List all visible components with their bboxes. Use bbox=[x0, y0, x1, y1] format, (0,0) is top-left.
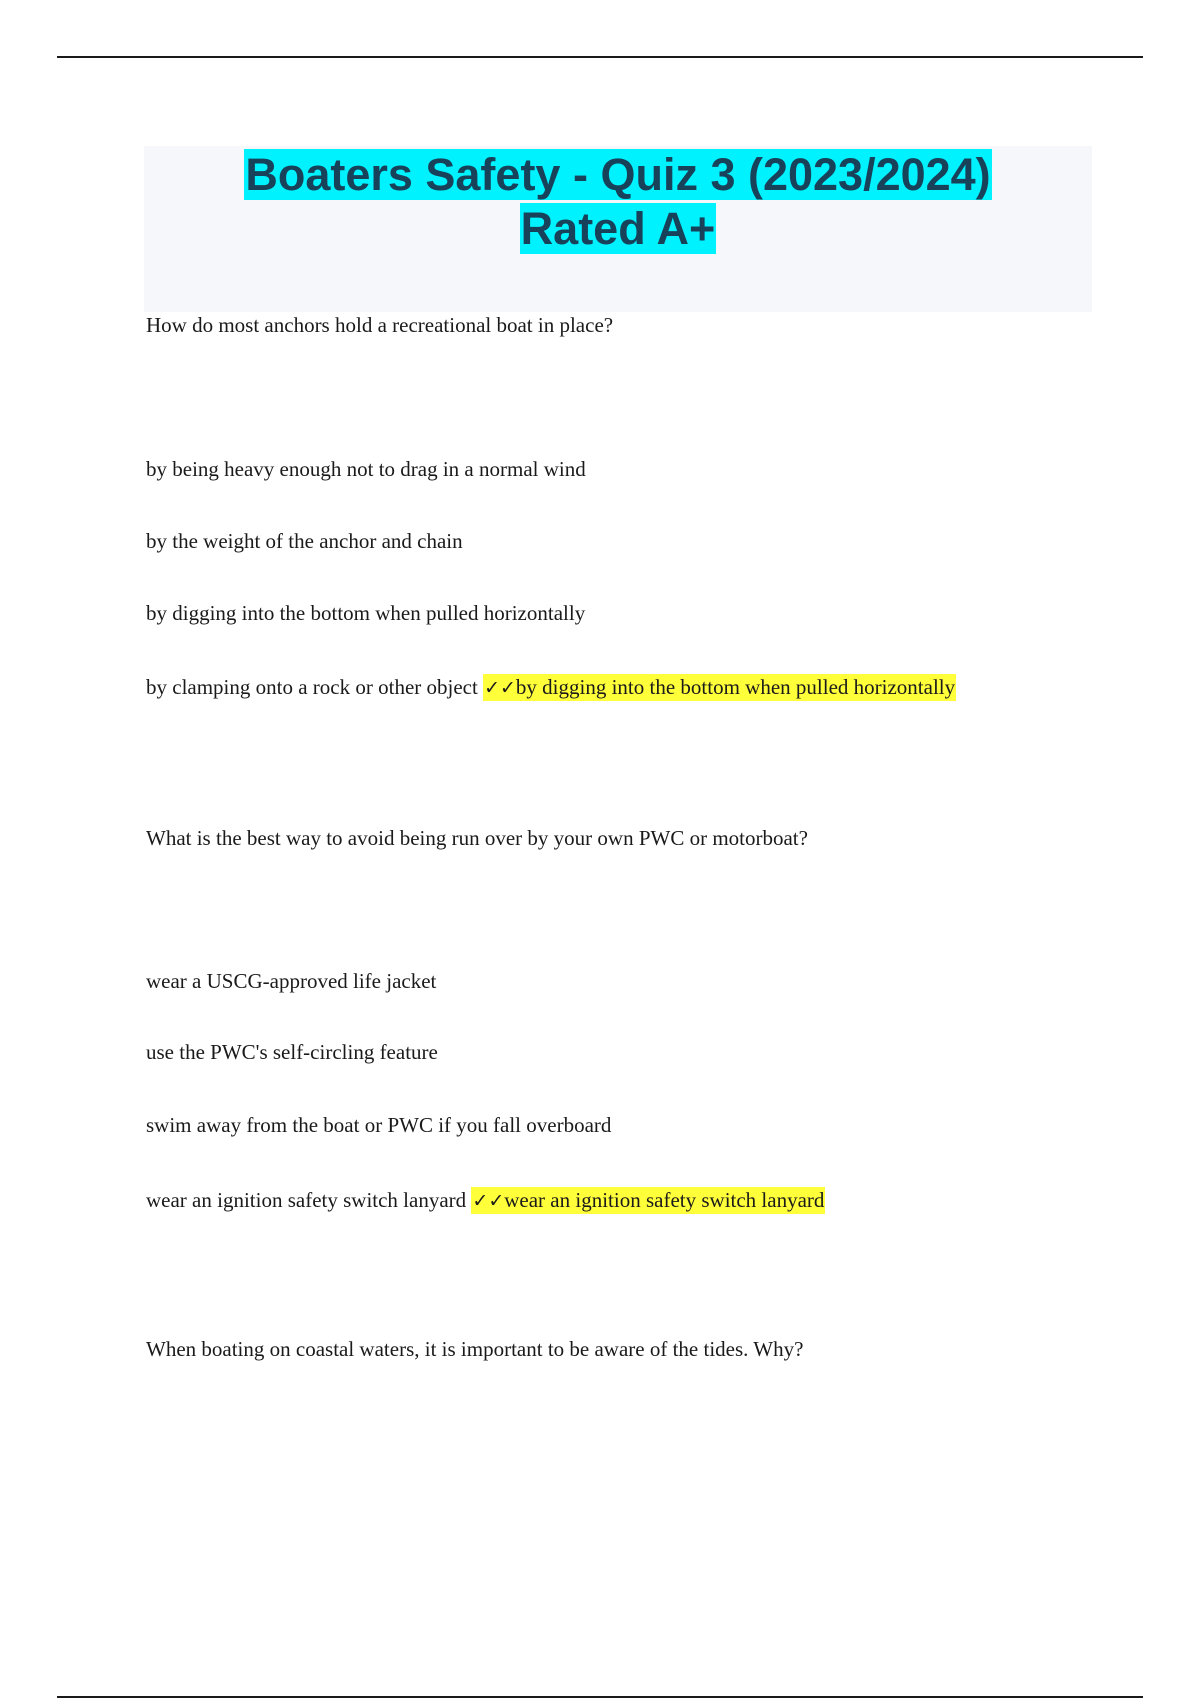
question-1-option-1: by being heavy enough not to drag in a normal wind bbox=[146, 457, 586, 481]
question-2-option-4: wear an ignition safety switch lanyard bbox=[146, 1188, 467, 1212]
question-1-answer: by digging into the bottom when pulled horizontally bbox=[515, 675, 956, 699]
question-1-option-3: by digging into the bottom when pulled horizontally bbox=[146, 601, 586, 625]
question-2-option-1: wear a USCG-approved life jacket bbox=[146, 969, 437, 993]
question-1-option-4-line bbox=[146, 674, 956, 701]
question-3-text: When boating on coastal waters, it is important to be aware of the tides. Why? bbox=[146, 1337, 804, 1361]
footer-rule bbox=[57, 1696, 1143, 1698]
double-check-icon: ✓✓ bbox=[484, 677, 516, 699]
question-2-option-3: swim away from the boat or PWC if you fall overboard bbox=[146, 1113, 612, 1137]
question-1-option-2: by the weight of the anchor and chain bbox=[146, 529, 463, 553]
double-check-icon: ✓✓ bbox=[472, 1190, 505, 1212]
question-2-answer-highlight bbox=[471, 1187, 825, 1214]
document-title bbox=[144, 148, 1092, 256]
title-line-1: Boaters Safety - Quiz 3 (2023/2024) bbox=[245, 149, 991, 200]
title-line-2: Rated A+ bbox=[520, 203, 716, 254]
question-2-text: What is the best way to avoid being run over by your own PWC or motorboat? bbox=[146, 826, 808, 850]
header-rule bbox=[57, 56, 1143, 58]
question-1-text: How do most anchors hold a recreational boat in place? bbox=[146, 313, 614, 337]
question-1-option-4: by clamping onto a rock or other object bbox=[146, 675, 478, 699]
question-2-answer: wear an ignition safety switch lanyard bbox=[504, 1188, 825, 1212]
question-2-option-2: use the PWC's self-circling feature bbox=[146, 1040, 438, 1064]
question-2-option-4-line bbox=[146, 1187, 825, 1214]
question-1-answer-highlight bbox=[483, 674, 956, 701]
